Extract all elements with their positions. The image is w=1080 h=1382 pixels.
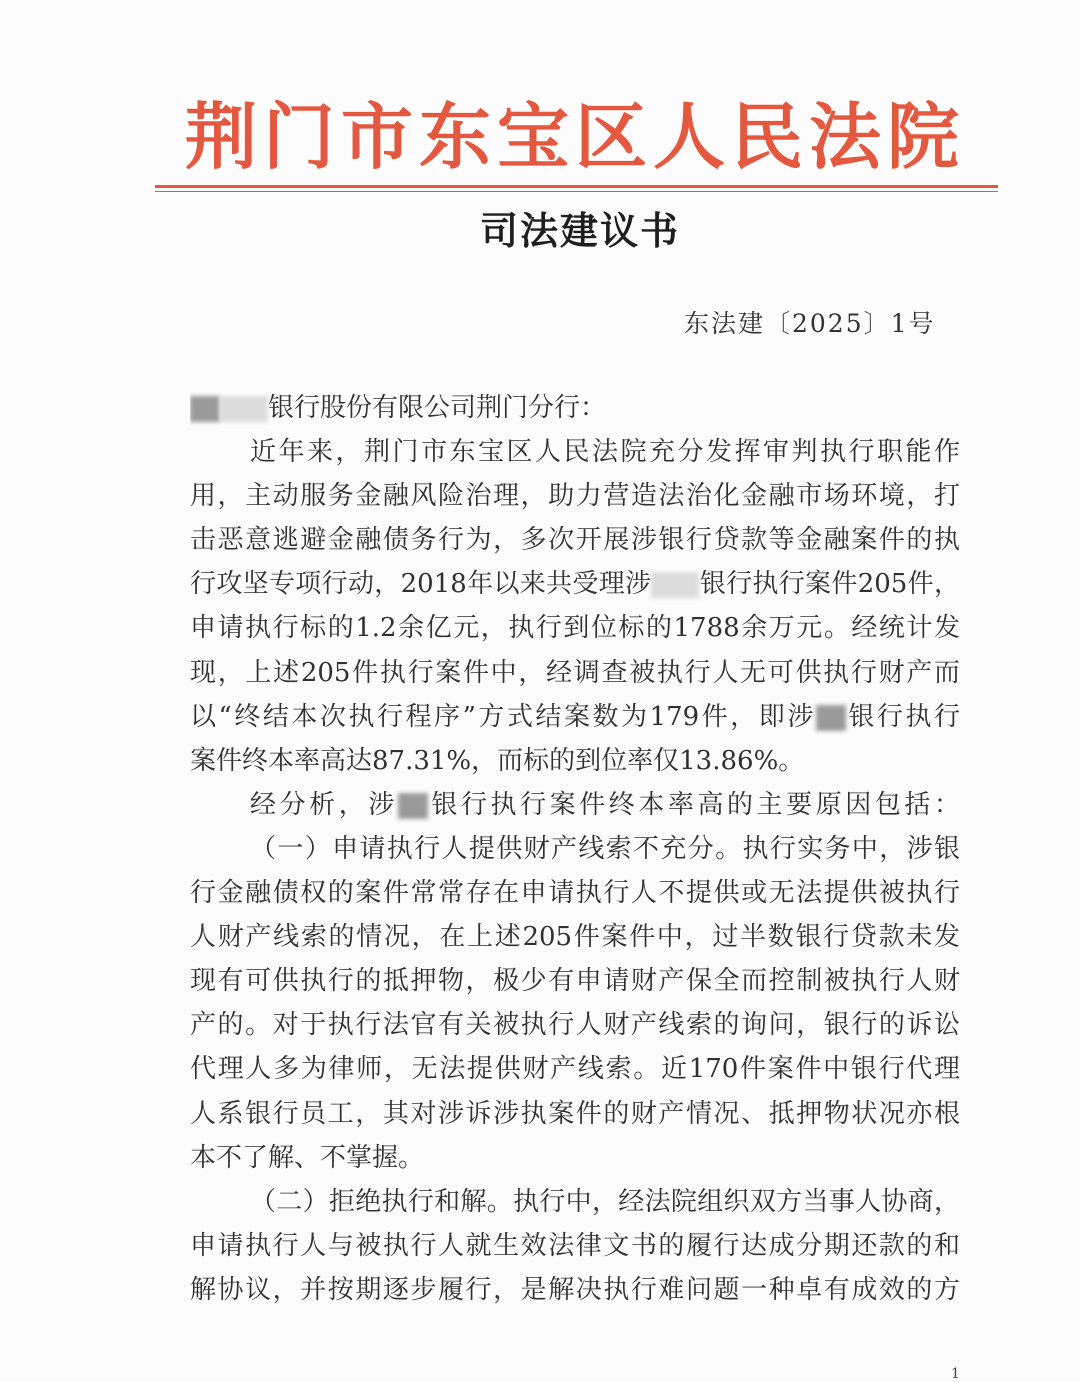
text-segment: 银行执行 bbox=[845, 701, 960, 732]
text-segment: 经分析，涉 bbox=[250, 789, 398, 820]
text-line bbox=[190, 474, 960, 518]
redaction-block bbox=[651, 572, 699, 598]
text-segment: 申请执行标的1.2余亿元，执行到位标的1788余万元。经统计发 bbox=[190, 613, 960, 644]
redaction-block bbox=[190, 396, 220, 422]
document-body bbox=[190, 386, 960, 1312]
text-segment: 近年来，荆门市东宝区人民法院充分发挥审判执行职能作 bbox=[250, 437, 960, 468]
text-segment: 行攻坚专项行动，2018年以来共受理涉 bbox=[190, 569, 652, 600]
text-line bbox=[190, 827, 960, 871]
text-line bbox=[190, 430, 960, 474]
text-line bbox=[190, 871, 960, 915]
document-type-title: 司法建议书 bbox=[479, 208, 680, 253]
text-line bbox=[190, 518, 960, 562]
text-segment: （二）拒绝执行和解。执行中，经法院组织双方当事人协商， bbox=[250, 1186, 960, 1217]
text-line bbox=[190, 783, 960, 827]
court-name-heading: 荆门市东宝区人民法院 bbox=[184, 94, 965, 179]
text-line bbox=[190, 562, 960, 606]
text-line bbox=[190, 915, 960, 959]
text-segment: 银行执行案件终本率高的主要原因包括： bbox=[427, 789, 960, 820]
text-segment: 案件终本率高达87.31%，而标的到位率仅13.86%。 bbox=[190, 745, 805, 776]
page-number: 1 bbox=[951, 1366, 960, 1382]
header-divider-thick bbox=[155, 185, 998, 188]
text-line bbox=[190, 959, 960, 1003]
text-line bbox=[190, 1092, 960, 1136]
text-line bbox=[190, 651, 960, 695]
text-segment: 代理人多为律师，无法提供财产线索。近170件案件中银行代理 bbox=[190, 1054, 960, 1085]
text-segment: 击恶意逃避金融债务行为，多次开展涉银行贷款等金融案件的执 bbox=[190, 525, 960, 556]
text-line bbox=[190, 1180, 960, 1224]
redaction-block bbox=[220, 396, 268, 422]
text-segment: 银行股份有限公司荆门分行： bbox=[268, 393, 607, 423]
text-segment: 行金融债权的案件常常存在申请执行人不提供或无法提供被执行 bbox=[190, 878, 960, 909]
text-segment: 现，上述205件执行案件中，经调查被执行人无可供执行财产而 bbox=[190, 657, 960, 688]
text-segment: 以“终结本次执行程序”方式结案数为179件，即涉 bbox=[190, 701, 816, 732]
text-segment: （一）申请执行人提供财产线索不充分。执行实务中，涉银 bbox=[250, 833, 960, 864]
text-line bbox=[190, 1047, 960, 1091]
text-segment: 用，主动服务金融风险治理，助力营造法治化金融市场环境，打 bbox=[190, 481, 960, 512]
document-number: 东法建〔2025〕1号 bbox=[684, 309, 936, 338]
redaction-block bbox=[816, 705, 846, 731]
text-line bbox=[190, 606, 960, 650]
redaction-block bbox=[398, 793, 428, 819]
text-segment: 本不了解、不掌握。 bbox=[190, 1142, 425, 1173]
text-line bbox=[190, 695, 960, 739]
header-divider-thin bbox=[155, 191, 998, 192]
text-segment: 产的。对于执行法官有关被执行人财产线索的询问，银行的诉讼 bbox=[190, 1010, 960, 1041]
text-segment: 银行执行案件205件， bbox=[699, 569, 960, 600]
text-segment: 人财产线索的情况，在上述205件案件中，过半数银行贷款未发 bbox=[190, 922, 960, 953]
text-segment: 人系银行员工，其对涉诉涉执案件的财产情况、抵押物状况亦根 bbox=[190, 1098, 960, 1129]
text-line bbox=[190, 1224, 960, 1268]
text-line bbox=[190, 1268, 960, 1312]
text-line bbox=[190, 386, 960, 430]
text-line bbox=[190, 1003, 960, 1047]
text-line bbox=[190, 1136, 960, 1180]
text-segment: 解协议，并按期逐步履行，是解决执行难问题一种卓有成效的方 bbox=[190, 1274, 960, 1305]
text-segment: 申请执行人与被执行人就生效法律文书的履行达成分期还款的和 bbox=[190, 1230, 960, 1261]
text-segment: 现有可供执行的抵押物，极少有申请财产保全而控制被执行人财 bbox=[190, 966, 960, 997]
text-line bbox=[190, 739, 960, 783]
